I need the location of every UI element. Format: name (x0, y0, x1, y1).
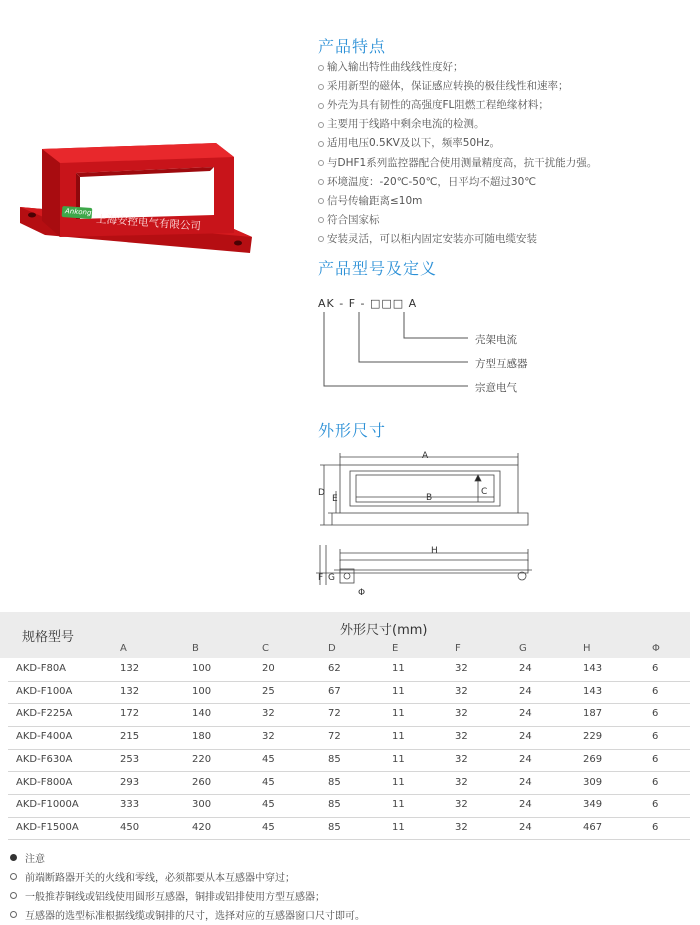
value-cell: 6 (652, 685, 659, 697)
value-cell: 24 (519, 821, 532, 833)
value-cell: 450 (120, 821, 140, 833)
bullet-icon (318, 84, 324, 90)
value-cell: 85 (328, 799, 341, 811)
value-cell: 6 (652, 708, 659, 720)
value-cell: 32 (455, 731, 468, 743)
model-cell: AKD-F1500A (16, 821, 79, 833)
value-cell: 253 (120, 753, 140, 765)
value-cell: 132 (120, 685, 140, 697)
value-cell: 45 (262, 799, 275, 811)
red-transformer-illustration (20, 115, 270, 265)
circle-bullet-icon (10, 873, 17, 880)
value-cell: 269 (583, 753, 603, 765)
feature-item: 安装灵活，可以柜内固定安装亦可随电缆安装 (318, 230, 597, 249)
feature-item: 采用新型的磁体，保证感应转换的极佳线性和速率； (318, 77, 597, 96)
value-cell: 143 (583, 663, 603, 674)
note-item: 一般推荐铜线或铝线使用圆形互感器，铜排或铝排使用方型互感器； (10, 888, 325, 903)
value-cell: 293 (120, 776, 140, 788)
table-row (8, 658, 690, 682)
value-cell: 260 (192, 776, 212, 788)
value-cell: 85 (328, 776, 341, 788)
value-cell: 11 (392, 799, 405, 811)
value-cell: 11 (392, 821, 405, 833)
circle-bullet-icon (10, 892, 17, 899)
value-cell: 11 (392, 708, 405, 720)
features-title: 产品特点 (318, 37, 387, 56)
value-cell: 420 (192, 821, 212, 833)
bullet-icon (318, 103, 324, 109)
model-cell: AKD-F225A (16, 708, 73, 720)
column-header: E (392, 643, 399, 654)
table-group-header: 外形尺寸(mm) (340, 623, 428, 638)
table-row (8, 726, 690, 750)
dim-label-b: B (426, 493, 433, 503)
model-definition-title: 产品型号及定义 (318, 259, 438, 278)
bullet-icon (318, 236, 324, 242)
value-cell: 24 (519, 731, 532, 743)
value-cell: 11 (392, 776, 405, 788)
dim-label-f: F (318, 573, 324, 583)
feature-item: 与DHF1系列监控器配合使用测量精度高，抗干扰能力强。 (318, 153, 597, 172)
dim-label-phi: Φ (358, 588, 366, 598)
value-cell: 45 (262, 753, 275, 765)
value-cell: 24 (519, 663, 532, 674)
value-cell: 24 (519, 708, 532, 720)
model-label-brand: 宗意电气 (475, 382, 517, 394)
value-cell: 32 (455, 708, 468, 720)
value-cell: 140 (192, 708, 212, 720)
column-header: Φ (652, 643, 660, 654)
value-cell: 32 (455, 663, 468, 674)
column-header: A (120, 643, 127, 654)
value-cell: 180 (192, 731, 212, 743)
value-cell: 467 (583, 821, 603, 833)
column-header: B (192, 643, 199, 654)
dim-label-c: C (481, 487, 488, 497)
feature-item: 主要用于线路中剩余电流的检测。 (318, 115, 597, 134)
value-cell: 6 (652, 753, 659, 765)
value-cell: 349 (583, 799, 603, 811)
dim-label-h: H (431, 546, 438, 556)
table-title: 规格型号 (22, 630, 75, 645)
value-cell: 85 (328, 821, 341, 833)
table-row (8, 772, 690, 796)
value-cell: 32 (262, 708, 275, 720)
table-row (8, 817, 690, 841)
value-cell: 6 (652, 663, 659, 674)
value-cell: 72 (328, 708, 341, 720)
bullet-icon (318, 65, 324, 71)
dimension-diagram (310, 445, 540, 605)
dimensions-title: 外形尺寸 (318, 421, 387, 440)
dim-label-a: A (422, 451, 429, 461)
notes-title: 注意 (10, 850, 45, 865)
model-cell: AKD-F800A (16, 776, 73, 788)
model-label-square-transformer: 方型互感器 (475, 358, 528, 370)
note-item: 互感器的选型标准根据线缆或铜排的尺寸，选择对应的互感器窗口尺寸即可。 (10, 907, 365, 922)
value-cell: 333 (120, 799, 140, 811)
value-cell: 220 (192, 753, 212, 765)
bullet-icon (318, 198, 324, 204)
value-cell: 6 (652, 799, 659, 811)
value-cell: 85 (328, 753, 341, 765)
table-row (8, 794, 690, 818)
value-cell: 143 (583, 685, 603, 697)
value-cell: 309 (583, 776, 603, 788)
value-cell: 100 (192, 663, 212, 674)
table-row (8, 681, 690, 705)
column-header: F (455, 643, 461, 654)
note-item: 前端断路器开关的火线和零线，必须都要从本互感器中穿过； (10, 869, 295, 884)
value-cell: 32 (455, 799, 468, 811)
value-cell: 32 (455, 685, 468, 697)
feature-item: 输入输出特性曲线线性度好； (318, 58, 597, 77)
features-list (318, 58, 597, 249)
model-cell: AKD-F400A (16, 731, 73, 743)
column-header: H (583, 643, 591, 654)
feature-item: 环境温度：-20℃-50℃，日平均不超过30℃ (318, 173, 597, 192)
dim-label-d: D (318, 488, 325, 498)
bullet-icon (318, 179, 324, 185)
bullet-dot-icon (10, 854, 17, 861)
feature-item: 信号传输距离≤10m (318, 192, 597, 211)
value-cell: 45 (262, 821, 275, 833)
circle-bullet-icon (10, 911, 17, 918)
logo-text: Ankong (64, 207, 92, 217)
value-cell: 187 (583, 708, 603, 720)
value-cell: 6 (652, 776, 659, 788)
value-cell: 24 (519, 799, 532, 811)
value-cell: 32 (455, 821, 468, 833)
value-cell: 132 (120, 663, 140, 674)
value-cell: 62 (328, 663, 341, 674)
column-header: G (519, 643, 527, 654)
product-image (20, 115, 270, 265)
value-cell: 11 (392, 731, 405, 743)
value-cell: 11 (392, 663, 405, 674)
feature-item: 适用电压0.5KV及以下，频率50Hz。 (318, 134, 597, 153)
value-cell: 100 (192, 685, 212, 697)
company-name-text: 上海安控电气有限公司 (95, 213, 202, 233)
feature-item: 符合国家标 (318, 211, 597, 230)
value-cell: 20 (262, 663, 275, 674)
value-cell: 25 (262, 685, 275, 697)
value-cell: 45 (262, 776, 275, 788)
bullet-icon (318, 160, 324, 166)
model-label-frame-current: 壳架电流 (475, 334, 517, 346)
bullet-icon (318, 122, 324, 128)
value-cell: 24 (519, 776, 532, 788)
value-cell: 11 (392, 753, 405, 765)
column-header: D (328, 643, 336, 654)
model-cell: AKD-F630A (16, 753, 73, 765)
value-cell: 32 (455, 753, 468, 765)
column-header: C (262, 643, 269, 654)
value-cell: 32 (262, 731, 275, 743)
table-row (8, 703, 690, 727)
value-cell: 229 (583, 731, 603, 743)
value-cell: 24 (519, 753, 532, 765)
value-cell: 215 (120, 731, 140, 743)
value-cell: 67 (328, 685, 341, 697)
feature-item: 外壳为具有韧性的高强度FL阻燃工程绝缘材料； (318, 96, 597, 115)
value-cell: 172 (120, 708, 140, 720)
model-cell: AKD-F100A (16, 685, 73, 697)
value-cell: 6 (652, 731, 659, 743)
table-row (8, 749, 690, 773)
value-cell: 24 (519, 685, 532, 697)
value-cell: 11 (392, 685, 405, 697)
model-code-leader-lines (318, 312, 478, 392)
bullet-icon (318, 141, 324, 147)
value-cell: 300 (192, 799, 212, 811)
value-cell: 32 (455, 776, 468, 788)
value-cell: 6 (652, 821, 659, 833)
value-cell: 72 (328, 731, 341, 743)
bullet-icon (318, 217, 324, 223)
model-code: AK - F - □□□ A (318, 297, 418, 310)
dim-label-e: E (332, 494, 338, 504)
dim-label-g: G (328, 573, 335, 583)
model-cell: AKD-F1000A (16, 799, 79, 811)
model-cell: AKD-F80A (16, 663, 67, 674)
